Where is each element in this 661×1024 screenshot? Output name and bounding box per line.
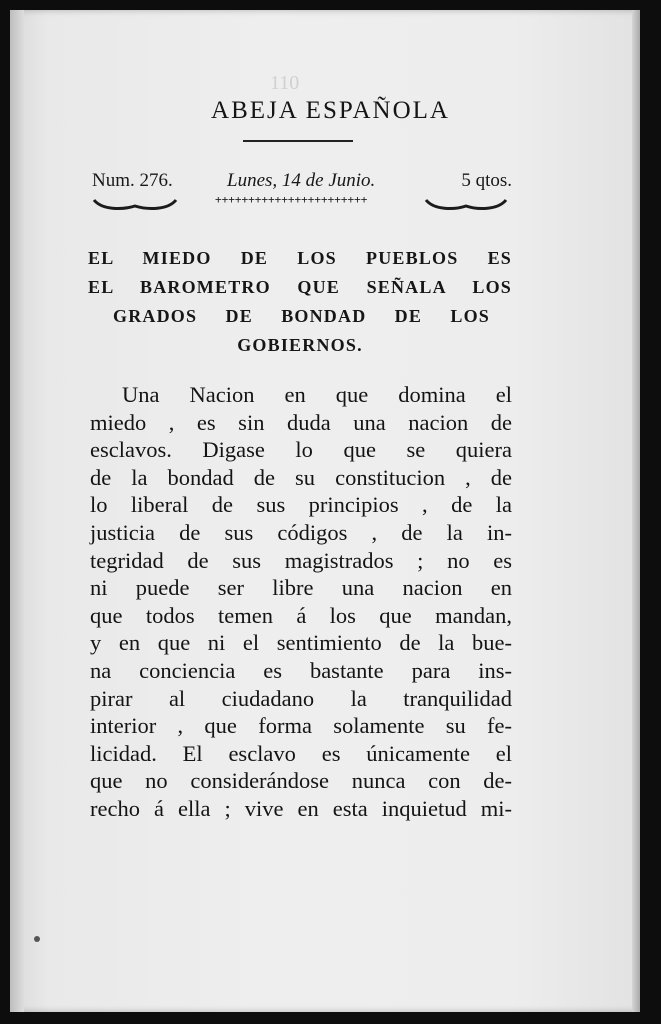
body-line: lo liberal de sus principios , de la: [90, 492, 512, 518]
body-line: licidad. El esclavo es únicamente el: [90, 740, 512, 766]
page-fold-shadow: [10, 10, 24, 1012]
journal-title: ABEJA ESPAÑOLA: [211, 97, 450, 124]
headline-line: GOBIERNOS.: [237, 335, 363, 355]
headline-line: EL BAROMETRO QUE SEÑALA LOS: [88, 277, 512, 297]
body-line: justicia de sus códigos , de la in-: [90, 519, 512, 545]
right-flourish-icon: [424, 194, 508, 214]
body-line: y en que ni el sentimiento de la bue-: [90, 630, 512, 656]
body-line: ni puede ser libre una nacion en: [90, 575, 512, 601]
ghost-page-number: 110: [270, 72, 300, 94]
body-line: Una Nacion en que domina el: [122, 382, 512, 407]
ink-speck: [34, 936, 40, 942]
body-line: que todos temen á los que mandan,: [90, 602, 512, 628]
left-flourish-icon: [92, 194, 178, 214]
article-headline: [88, 244, 512, 360]
body-line: tegridad de sus magistrados ; no es: [90, 547, 512, 573]
issue-date: Lunes, 14 de Junio.: [227, 170, 376, 191]
issue-number: Num. 276.: [92, 170, 173, 191]
page-edge: [632, 10, 640, 1012]
body-line: de la bondad de su constitucion , de: [90, 464, 512, 490]
title-rule: [243, 140, 353, 142]
article-body: [90, 381, 512, 823]
headline-line: EL MIEDO DE LOS PUEBLOS ES: [88, 248, 512, 268]
issue-price: 5 qtos.: [461, 170, 512, 191]
headline-line: GRADOS DE BONDAD DE LOS: [113, 306, 490, 326]
body-line: pirar al ciudadano la tranquilidad: [90, 685, 512, 711]
body-line: esclavos. Digase lo que se quiera: [90, 437, 512, 463]
middle-ornament: +++++++++++++++++++++++: [215, 193, 368, 206]
body-line: recho á ella ; vive en esta inquietud mi-: [90, 795, 512, 821]
body-line: interior , que forma solamente su fe-: [90, 713, 512, 739]
body-line: na conciencia es bastante para ins-: [90, 657, 512, 683]
body-line: miedo , es sin duda una nacion de: [90, 409, 512, 435]
body-line: que no considerándose nunca con de-: [90, 768, 512, 794]
